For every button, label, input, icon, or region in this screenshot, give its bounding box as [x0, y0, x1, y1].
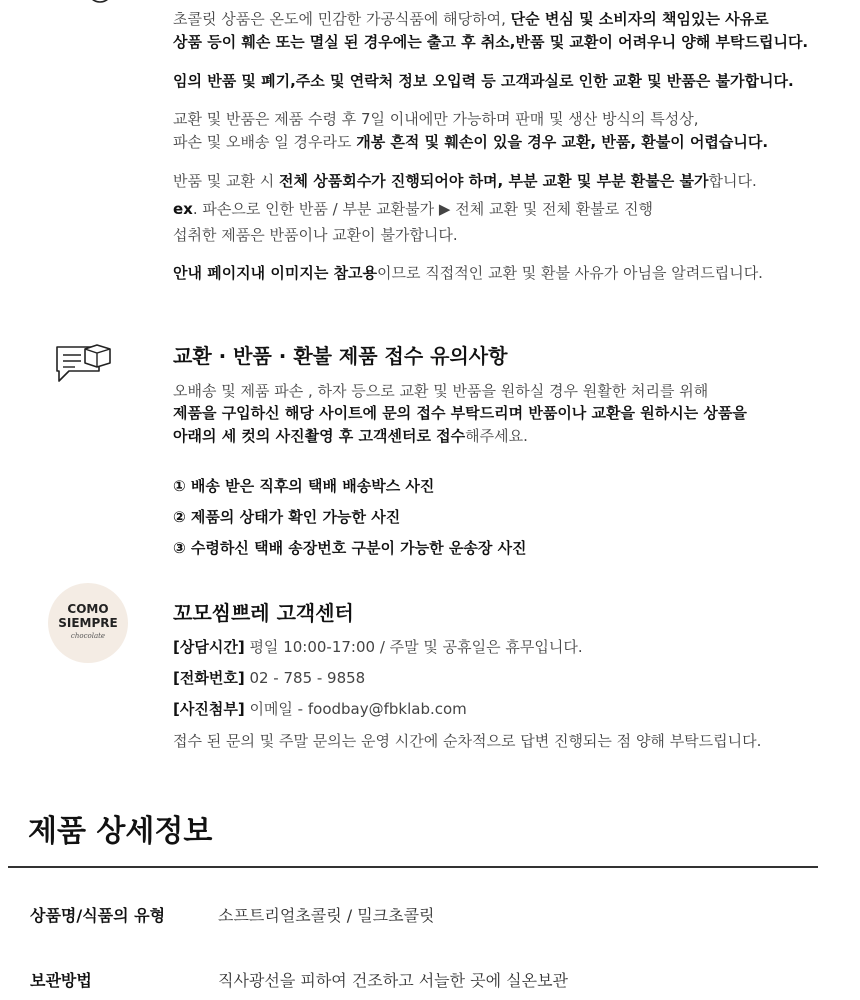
- return-section-title: 교환 · 반품 · 환불 제품 접수 유의사항: [173, 344, 508, 368]
- photo-requirement-item: ③ 수령하신 택배 송장번호 구분이 가능한 운송장 사진: [173, 539, 527, 557]
- divider: [8, 866, 818, 868]
- chat-box-icon: [55, 343, 113, 385]
- notice-line: 안내 페이지내 이미지는 참고용이므로 직접적인 교환 및 환불 사유가 아님을 알려드립니다.: [173, 264, 763, 282]
- notice-line: 교환 및 반품은 제품 수령 후 7일 이내에만 가능하며 판매 및 생산 방식의 특성상,: [173, 110, 699, 128]
- notice-line: 상품 등이 훼손 또는 멸실 된 경우에는 출고 후 취소,반품 및 교환이 어려우니 양해 부탁드립니다.: [173, 33, 809, 51]
- brand-logo: COMO SIEMPRE chocolate: [48, 583, 128, 663]
- photo-requirement-item: ① 배송 받은 직후의 택배 배송박스 사진: [173, 477, 435, 495]
- detail-row-value: 소프트리얼초콜릿 / 밀크초콜릿: [218, 906, 435, 925]
- return-line: 오배송 및 제품 파손 , 하자 등으로 교환 및 반품을 원하실 경우 원활한 처리를 위해: [173, 382, 709, 400]
- return-line: 아래의 세 컷의 사진촬영 후 고객센터로 접수해주세요.: [173, 427, 528, 445]
- consult-hours: [상담시간] 평일 10:00-17:00 / 주말 및 공휴일은 휴무입니다.: [173, 638, 583, 656]
- notice-line: 반품 및 교환 시 전체 상품회수가 진행되어야 하며, 부분 교환 및 부분 환불은 불가합니다.: [173, 172, 757, 190]
- return-box-icon: [50, 0, 120, 14]
- phone-number: [전화번호] 02 - 785 - 9858: [173, 669, 366, 687]
- detail-row-label: 상품명/식품의 유형: [30, 906, 166, 925]
- notice-line: 초콜릿 상품은 온도에 민감한 가공식품에 해당하여, 단순 변심 및 소비자의 책임있는 사유로: [173, 10, 769, 28]
- notice-line: 섭취한 제품은 반품이나 교환이 불가합니다.: [173, 226, 458, 244]
- product-detail-title: 제품 상세정보: [28, 814, 213, 849]
- notice-line: 임의 반품 및 폐기,주소 및 연락처 정보 오입력 등 고객과실로 인한 교환 및 반품은 불가합니다.: [173, 72, 794, 90]
- detail-row-value: 직사광선을 피하여 건조하고 서늘한 곳에 실온보관: [218, 971, 569, 990]
- customer-center-title: 꼬모씸쁘레 고객센터: [173, 601, 354, 625]
- photo-attach-email: [사진첨부] 이메일 - foodbay@fbklab.com: [173, 700, 467, 718]
- photo-requirement-item: ② 제품의 상태가 확인 가능한 사진: [173, 508, 401, 526]
- notice-line: 파손 및 오배송 일 경우라도 개봉 흔적 및 훼손이 있을 경우 교환, 반품, 환불이 어렵습니다.: [173, 133, 769, 151]
- return-line: 제품을 구입하신 해당 사이트에 문의 접수 부탁드리며 반품이나 교환을 원하시는 상품을: [173, 404, 747, 422]
- detail-row-label: 보관방법: [30, 971, 92, 990]
- response-note: 접수 된 문의 및 주말 문의는 운영 시간에 순차적으로 답변 진행되는 점 양해 부탁드립니다.: [173, 732, 762, 750]
- notice-line: ex. 파손으로 인한 반품 / 부분 교환불가 ▶ 전체 교환 및 전체 환불로 진행: [173, 200, 653, 218]
